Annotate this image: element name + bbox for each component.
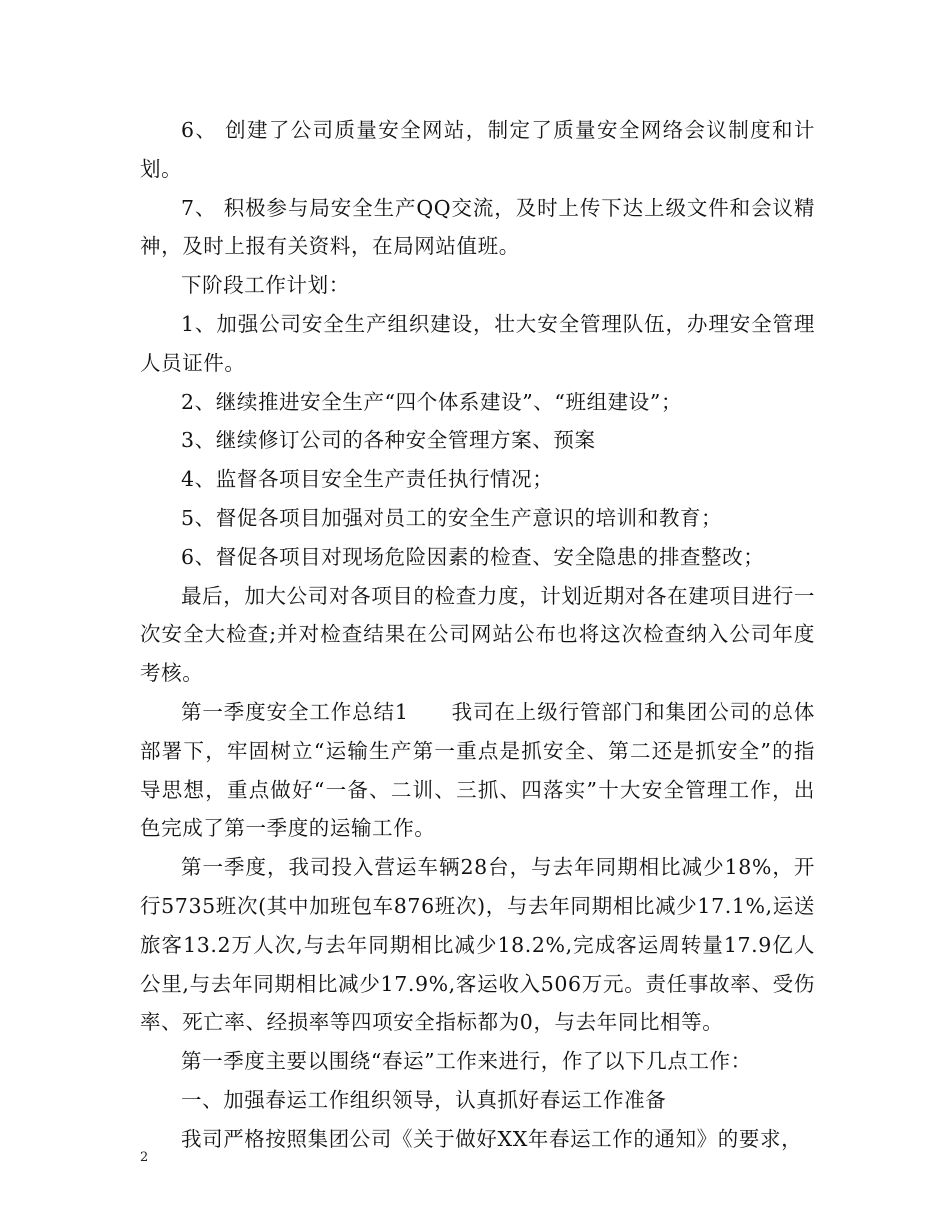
plan-item-4: 4、监督各项目安全生产责任执行情况； — [181, 467, 554, 492]
paragraph-item-7-qq-exchange: 7、 积极参与局安全生产QQ交流，及时上传下达上级文件和会议精神，及时上报有关资料，在局网站值班。 — [140, 195, 815, 259]
q1-statistics-paragraph: 第一季度，我司投入营运车辆28台，与去年同期相比减少18%，开行5735班次(其中加班包车876班次)，与去年同期相比减少17.1%,运送旅客13.2万人次,与去年同期相比减少18.2%,完成客运周转量17.9亿人公里,与去年同期相比减少17.9%,客运收入506万元。责任事故率、受伤率、死亡率、经损率等四项安全指标都为0，与去年同比相等。 — [140, 855, 815, 1035]
closing-paragraph: 最后，加大公司对各项目的检查力度，计划近期对各在建项目进行一次安全大检查;并对检查结果在公司网站公布也将这次检查纳入公司年度考核。 — [140, 583, 815, 686]
plan-item-6: 6、督促各项目对现场危险因素的检查、安全隐患的排查整改； — [181, 544, 765, 569]
plan-item-3: 3、继续修订公司的各种安全管理方案、预案 — [181, 428, 596, 453]
document-body — [140, 111, 815, 1159]
q1-summary-intro-paragraph: 第一季度安全工作总结1 我司在上级行管部门和集团公司的总体部署下，牢固树立“运输生产第一重点是抓安全、第二还是抓安全”的指导思想，重点做好“一备、二训、三抓、四落实”十大安全管理工作，出色完成了第一季度的运输工作。 — [140, 699, 815, 841]
plan-item-1: 1、加强公司安全生产组织建设，壮大安全管理队伍，办理安全管理人员证件。 — [140, 311, 815, 375]
paragraph-item-6-website: 6、 创建了公司质量安全网站，制定了质量安全网络会议制度和计划。 — [140, 118, 815, 181]
plan-item-5: 5、督促各项目加强对员工的安全生产意识的培训和教育； — [181, 505, 723, 530]
section-heading-spring-festival: 一、加强春运工作组织领导，认真抓好春运工作准备 — [181, 1087, 667, 1112]
next-stage-plan-heading: 下阶段工作计划： — [181, 273, 350, 298]
q1-work-overview-paragraph: 第一季度主要以围绕“春运”工作来进行，作了以下几点工作： — [181, 1049, 752, 1074]
page-number: 2 — [140, 1150, 149, 1165]
spring-festival-paragraph: 我司严格按照集团公司《关于做好XX年春运工作的通知》的要求， — [181, 1126, 803, 1151]
plan-item-2: 2、继续推进安全生产“四个体系建设”、“班组建设”； — [181, 389, 683, 414]
